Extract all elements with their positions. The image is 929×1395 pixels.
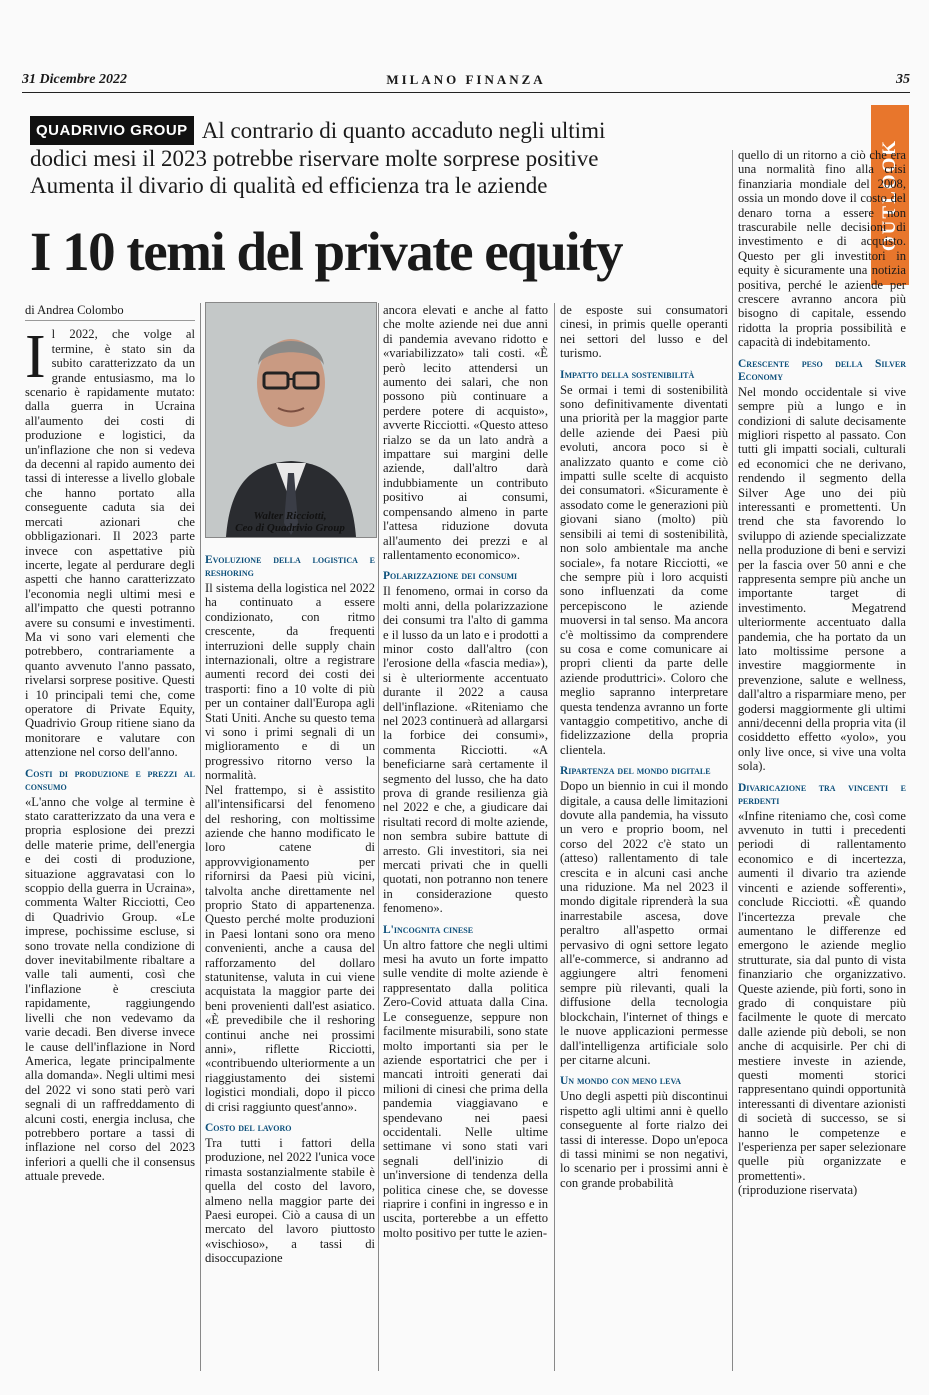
byline: di Andrea Colombo [25,303,195,321]
column-divider [554,303,555,1371]
paragraph: de esposte sui consumatori cinesi, in primis quelle operanti nei settori del lusso e del turismo. [560,303,728,361]
publication-name: MILANO FINANZA [386,72,546,87]
subhead-incognita-cinese: L'incognita cinese [383,923,474,936]
paragraph: Il fenomeno, ormai in corso da molti anni, della polarizzazione dei consumi tra l'alto di gamma e il lusso da un lato e i prodotti a minor costo dall'altro (con l'erosione della «fascia media»), si è ulteriormente accentuato durante il 2022 a causa dell'inflazione. «Riteniamo che nel 2023 continuerà ad allargarsi la forbice dei consumi», commenta Ricciotti. «A beneficiarne sarà certamente il segmento del lusso, che ha dato prova di grande resilienza già nel 2022 e che, a giudicare dai risultati record di molte aziende, non sembra subire battute di arresto. Gli investitori, sia nei mercati privati che in quelli quotati, non potranno non tenere in considerazione questo fenomeno». [383,584,548,916]
paragraph: Nel mondo occidentale si vive sempre più a lungo e in condizioni di salute decisamente migliori rispetto al passato. Con tutti gli impatti sociali, culturali ed economici che ne derivano, rendendo il segmento della Silver Age uno dei più interessanti e promettenti. Un trend che sta favorendo lo sviluppo di aziende specializzate nella produzione di beni e servizi per la fascia over 50 anni e che rappresenta sempre più anche un importante target di investimento. Megatrend ulteriormente accentuato dalla pandemia, che ha portato da un lato moltissime persone a investire maggiormente in prevenzione, salute e wellness, dall'altro a risparmiare meno, per godersi maggiormente gli ultimi anni/decenni della propria vita (il cosiddetto effetto «yolo», you only live once, si vive una volta sola). [738,384,906,774]
paragraph: quello di un ritorno a ciò che era una normalità fino alla crisi finanziaria mondiale del 2008, ossia un mondo dove il costo del denaro torna a essere non trascurabile nelle decisioni di investimento e di acquisto. Questo per gli investitori in equity è sicuramente una notizia positiva, perché le aziende per crescere avranno ancora più bisogno di capitale, essendo ridotta la propria possibilità e capacità di indebitamento. [738,148,906,350]
paragraph: Nel frattempo, si è assistito all'intensificarsi del fenomeno del reshoring, con moltissime aziende che hanno modificato le loro catene di approvvigionamento per rifornirsi da Paesi più vicini, talvolta anche direttamente nel proprio Stato di appartenenza. Questo perché molte produzioni in Paesi lontani sono ora meno convenienti, anche a causa del rafforzamento del dollaro statunitense, valuta in cui viene acquistata la maggior parte dei beni provenienti dall'est asiatico. «È prevedibile che il reshoring continui anche nei prossimi anni», riflette Ricciotti, «contribuendo ulteriormente a un riaggiustamento dei sistemi logistici mondiali, dopo il picco di crisi raggiunto quest'anno». [205,782,375,1114]
intro-paragraph [25,323,195,760]
subhead-sostenibilita: Impatto della sostenibilità [560,368,695,381]
kicker-line-1: Al contrario di quanto accaduto negli ultimi [201,118,606,143]
subhead-silver-economy: Crescente peso della Silver Economy [738,357,906,383]
paragraph: ancora elevati e anche al fatto che molte aziende nei due anni di pandemia avevano ridotto e «variabilizzato» tali costi. «È però lecito attendersi un aumento dei salari, che non possono più continuare a perdere potere di acquisto», avverte Ricciotti. «Questo atteso rialzo se da un lato andrà a impattare sui margini delle aziende, dall'altro darà indubbiamente un contributo positivo ai consumi, compensando almeno in parte l'attesa riduzione dovuta all'aumento dei prezzi e al rallentamento economico». [383,303,548,562]
caption-name: Walter Ricciotti, [253,510,327,522]
column-2 [205,552,375,1372]
paragraph: Il sistema della logistica nel 2022 ha continuato a essere condizionato, con ritmo crescente, da frequenti interruzioni delle supply chain internazionali, oltre a registrare aumenti record dei costi dei trasporti: fino a 10 volte di più per un container dall'Europa agli Stati Uniti. Anche su questo tema vi sono i primi segnali di un miglioramento e di un progressivo ritorno verso la normalità. [205,581,375,783]
paragraph: «L'anno che volge al termine è stato caratterizzato da una vera e propria esplosione dei prezzi delle materie prime, dell'energia e dei costi di produzione, situazione aggravatasi con lo scoppio della guerra in Ucraina», commenta Walter Ricciotti, Ceo di Quadrivio Group. «Le imprese, pochissime escluse, si sono trovate nella condizione di dover inevitabilmente ribaltare a valle tali aumenti, così che l'inflazione è cresciuta rapidamente, raggiungendo livelli che non vedevamo da varie decadi. Ben diverse invece le cause dell'inflazione in Nord America, legate principalmente alla domanda». Negli ultimi mesi del 2022 vi sono stati però vari segnali di un raffreddamento di alcuni costi, energia inclusa, che potrebbero portare a tassi di inflazione nel corso del 2023 inferiori a quelli che il consensus attuale prevede. [25,794,195,1184]
column-5 [738,148,906,1373]
subhead-vincenti-perdenti: Divaricazione tra vincenti e perdenti [738,781,906,807]
caption-role: Ceo di Quadrivio Group [235,522,345,534]
column-divider [378,303,379,1371]
portrait-photo [205,302,377,538]
portrait-image [206,303,376,537]
copyright-note: (riproduzione riservata) [738,1183,858,1198]
subhead-logistica: Evoluzione della logistica e reshoring [205,554,375,579]
company-tag: QUADRIVIO GROUP [30,116,194,145]
paragraph: Un altro fattore che negli ultimi mesi ha avuto un forte impatto sulle vendite di molte aziende è rappresentato dalla politica Zero-Covid attuata dalla Cina. Le conseguenze, seppure non facilmente misurabili, sono state molto importanti sia per le aziende esportatrici che per i mancati introiti generati dai milioni di cinesi che prima della pandemia viaggiavano e spendevano nei paesi occidentali. Nelle ultime settimane vi sono stati vari segnali dell'inizio di un'inversione di tendenza della politica cinese che, se dovesse riaprire i confini in ingresso e in uscita, porterebbe a un effetto molto positivo per tutte le azien- [383,937,548,1240]
paragraph: Tra tutti i fattori della produzione, nel 2022 l'unica voce rimasta sostanzialmente stabile è quella del costo del lavoro, almeno nella maggior parte dei Paesi europei. Ciò a causa di un mercato del lavoro piuttosto «vischioso», a tassi di disoccupazione [205,1136,375,1266]
kicker [30,116,730,199]
column-4 [560,303,728,1373]
drop-cap: I [25,323,46,392]
paragraph: «Infine riteniamo che, così come avvenuto in tutti i precedenti periodi di rallentamento economico e di incertezza, aumenti il divario tra aziende vincenti e aziende sofferenti», conclude Ricciotti. «È quando l'incertezza prevale che aumentano le differenze ed emergono le aziende meglio strutturate, sia dal punto di vista finanziario che organizzativo. Queste aziende, più forti, sono in grado di conquistare più facilmente le quote di mercato dalle aziende più deboli, se non anche di acquisirle. Per chi di mestiere investe in aziende, questi momenti storici rappresentano quindi opportunità interessanti di diventare azionisti di società di successo, se si hanno le competenze e l'esperienza per saper selezionare quelle più organizzate e promettenti». [738,808,906,1183]
paragraph: Uno degli aspetti più discontinui rispetto agli ultimi anni è quello conseguente al forte rialzo dei tassi di interesse. Dopo un'epoca di tassi minimi se non negativi, lo scenario per i prossimi anni è con grande probabilità [560,1089,728,1190]
running-header [22,72,910,93]
column-divider [732,150,733,1371]
kicker-line-3: Aumenta il divario di qualità ed efficienza tra le aziende [30,173,548,198]
issue-date: 31 Dicembre 2022 [22,72,127,87]
intro-text: l 2022, che volge al termine, è stato sin da subito caratterizzato da un grande entusiasmo, ma lo scenario è rapidamente mutato: dalla guerra in Ucraina all'aumento dei costi di produzione e logistici, da un'inflazione che non si vedeva da decenni al rapido aumento dei tassi di interesse a livello globale che hanno portato alla conseguente caduta sia dei mercati azionari che obbligazionari. Il 2023 parte invece con aspettative più incerte, legate al perdurare degli aspetti che hanno caratterizzato l'economia negli ultimi mesi e all'impatto che questi potranno avere su consumi e investimenti. Ma vi sono vari elementi che potrebbero, contrariamente a quanto avvenuto l'anno passato, rivelarsi sorprese positive. Questi i 10 principali temi che, come operatore di Private Equity, Quadrivio Group ritiene siano da monitorare e valutare con attenzione nel corso dell'anno. [25,327,195,760]
column-3 [383,303,548,1373]
subhead-meno-leva: Un mondo con meno leva [560,1075,681,1088]
subhead-digitale: Ripartenza del mondo digitale [560,765,711,778]
kicker-line-2: dodici mesi il 2023 potrebbe riservare molte sorprese positive [30,146,599,171]
headline: I 10 temi del private equity [30,221,622,282]
paragraph: Dopo un biennio in cui il mondo digitale, a causa delle limitazioni dovute alla pandemia, ha vissuto un vero e proprio boom, nel corso del 2022 c'è stato un (atteso) rallentamento di tale crescita e in alcuni casi anche una riduzione. Ma nel 2023 il mondo digitale riprenderà la sua inarrestabile ascesa, dove peraltro all'aspetto ormai pervasivo di ogni settore legato all'e-commerce, si andranno ad aggiungere altri fenomeni sempre più rilevanti, quali la diffusione della tecnologia blockchain, l'internet of things e le nuove applicazioni permesse dall'intelligenza artificiale solo per citarne alcuni. [560,779,728,1067]
page-number: 35 [896,72,910,87]
photo-caption [205,510,375,534]
subhead-polarizzazione: Polarizzazione dei consumi [383,570,518,583]
column-1 [25,303,195,1373]
section-tab-label: OUTLOOK [879,138,900,252]
paragraph: Se ormai i temi di sostenibilità sono definitivamente diventati una priorità per la maggior parte delle aziende dei Paesi più evoluti, ancora poco si è analizzato quanto e come ciò impatti sulle scelte di acquisto dei consumatori. «Sicuramente è assodato come le generazioni più giovani siano (molto) più sensibili ai temi di sostenibilità, non solo ambientale ma anche sociale», fa notare Ricciotti, «e che sempre più i loro acquisti sono influenzati da come percepiscono le aziende muoversi in tal senso. Ma ancora c'è moltissimo da comprendere su cosa e come comunicare ai propri clienti da parte delle aziende produttrici». Coloro che meglio sapranno interpretare questa tendenza avranno un forte vantaggio competitivo, anche di fidelizzazione della propria clientela. [560,382,728,757]
subhead-costo-lavoro: Costo del lavoro [205,1122,292,1135]
subhead-costi-produzione: Costi di produzione e prezzi al consumo [25,767,195,793]
column-divider [200,303,201,1371]
